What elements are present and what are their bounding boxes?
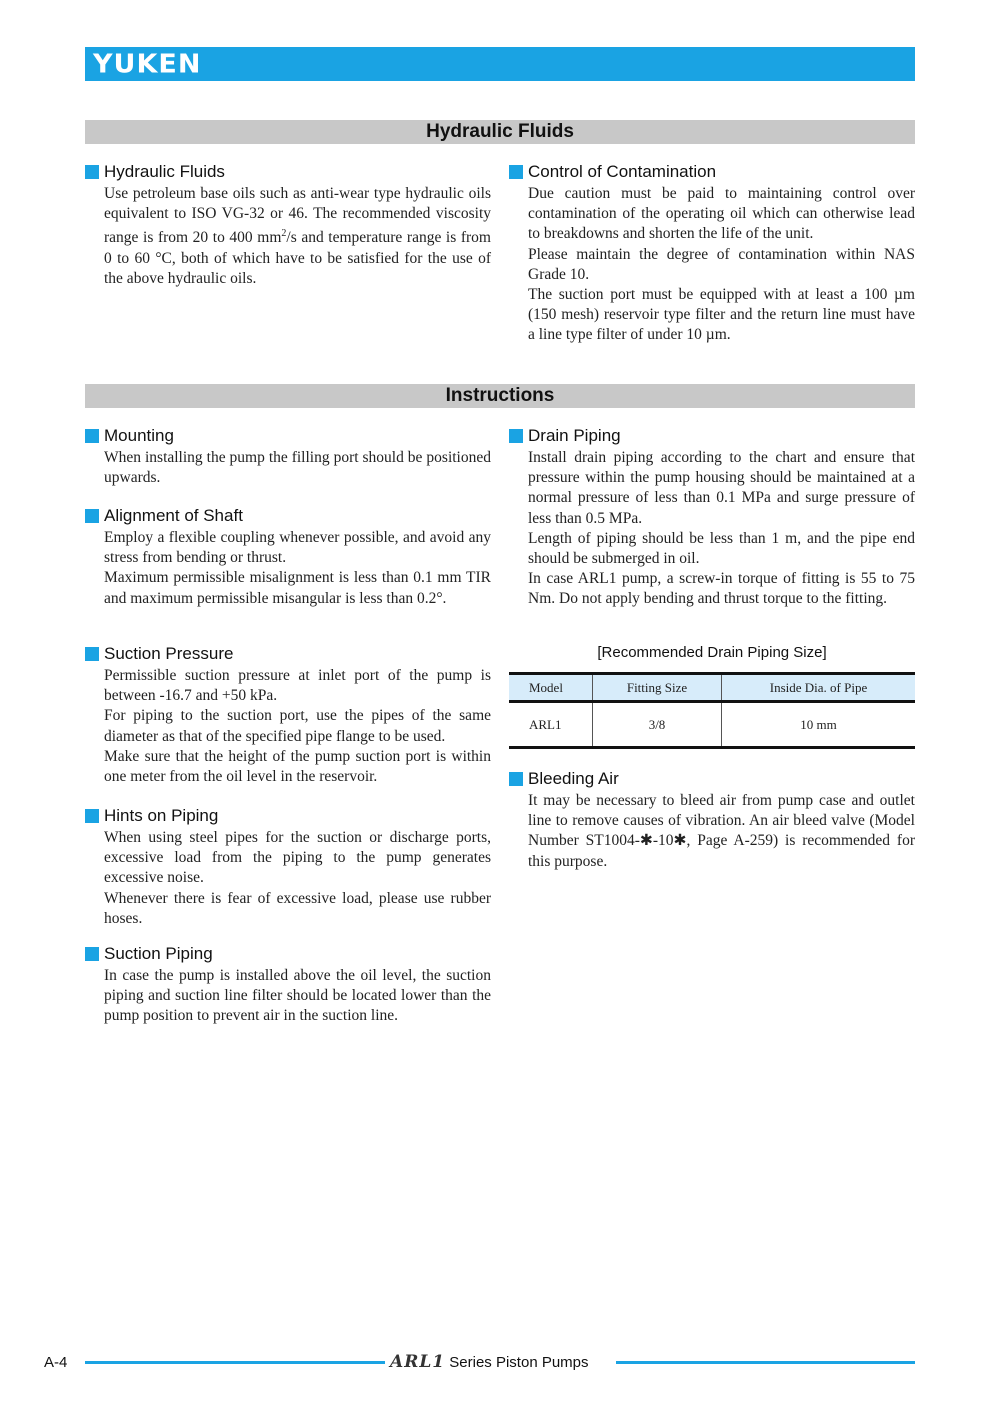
bullet-square-icon [85, 809, 99, 823]
heading-drain-piping: Drain Piping [509, 426, 915, 446]
table-header-model: Model [509, 674, 593, 702]
table-cell-inside-dia: 10 mm [722, 702, 916, 748]
bullet-square-icon [509, 165, 523, 179]
table-header-inside-dia: Inside Dia. of Pipe [722, 674, 916, 702]
bullet-square-icon [85, 165, 99, 179]
footer-line-left [85, 1361, 385, 1364]
header-bar [85, 47, 915, 81]
block-suction-pressure: Suction Pressure Permissible suction pressure at inlet port of the pump is between -16.7 and +50 kPa. For piping to the suction port, use the pipes of the same diameter as that of the specified pipe flange to be used. Make sure that the height of the pump suction port is within one meter from the oil level in the reservoir. [85, 644, 491, 787]
table-header-fitting-size: Fitting Size [593, 674, 722, 702]
page-number: A-4 [44, 1354, 68, 1371]
table-cell-fitting-size: 3/8 [593, 702, 722, 748]
block-suction-piping: Suction Piping In case the pump is installed above the oil level, the suction piping and suction line filter should be located lower than the pump position to prevent air in the suction line. [85, 944, 491, 1027]
column-right-instructions [509, 426, 915, 886]
heading-alignment-of-shaft: Alignment of Shaft [85, 506, 491, 526]
block-mounting: Mounting When installing the pump the filling port should be positioned upwards. [85, 426, 491, 488]
yuken-logo: YUKEN [93, 49, 202, 80]
block-bleeding-air: Bleeding Air It may be necessary to bleed air from pump case and outlet line to remove causes of vibration. An air bleed valve (Model Number ST1004-✱-10✱, Page A-259) is recommended for this purpose. [509, 769, 915, 872]
heading-bleeding-air: Bleeding Air [509, 769, 915, 789]
drain-piping-table [509, 672, 915, 749]
footer-line-right [616, 1361, 915, 1364]
section-title-instructions: Instructions [85, 384, 915, 408]
table-cell-model: ARL1 [509, 702, 593, 748]
footer-series-title: ARL1 Series Piston Pumps [390, 1352, 589, 1372]
heading-hydraulic-fluids: Hydraulic Fluids [85, 162, 491, 182]
bullet-square-icon [85, 947, 99, 961]
heading-control-of-contamination: Control of Contamination [509, 162, 915, 182]
column-left-instructions [85, 426, 491, 1066]
bullet-square-icon [509, 772, 523, 786]
bullet-square-icon [85, 647, 99, 661]
heading-suction-pressure: Suction Pressure [85, 644, 491, 664]
column-right-contamination [509, 162, 915, 346]
table-caption: [Recommended Drain Piping Size] [597, 644, 827, 661]
heading-mounting: Mounting [85, 426, 491, 446]
section-title-hydraulic-fluids: Hydraulic Fluids [85, 120, 915, 144]
column-left-fluids [85, 162, 491, 289]
paragraph-hydraulic-fluids: Use petroleum base oils such as anti-wear type hydraulic oils equivalent to ISO VG-32 or 46. The recommended viscosity range is from 20 to 400 $mm^2/s$ and temperature range is from 0 to 60 °C, both of which have to be satisfied for the use of the above hydraulic oils. [104, 185, 491, 287]
block-drain-piping: Drain Piping Install drain piping according to the chart and ensure that pressure within the pump housing should be maintained at a normal pressure of less than 0.1 MPa and surge pressure of less than 0.5 MPa. Length of piping should be less than 1 m, and the pipe end should be submerged in oil. In case ARL1 pump, a screw-in torque of fitting is 55 to 75 Nm. Do not apply bending and thrust torque to the fitting. [509, 426, 915, 610]
heading-suction-piping: Suction Piping [85, 944, 491, 964]
table-row [509, 702, 915, 748]
bullet-square-icon [85, 509, 99, 523]
block-alignment-of-shaft: Alignment of Shaft Employ a flexible coupling whenever possible, and avoid any stress from bending or thrust. Maximum permissible misalignment is less than 0.1 mm TIR and maximum permissible misangular is less than 0.2°. [85, 506, 491, 609]
arl1-brand-logo: ARL1 [390, 1352, 446, 1372]
heading-hints-on-piping: Hints on Piping [85, 806, 491, 826]
bullet-square-icon [509, 429, 523, 443]
block-hints-on-piping: Hints on Piping When using steel pipes for the suction or discharge ports, excessive load from the piping to the pump generates excessive noise. Whenever there is fear of excessive load, please use rubber hoses. [85, 806, 491, 929]
bullet-square-icon [85, 429, 99, 443]
paragraph-contamination: Due caution must be paid to maintaining control over contamination of the operating oil which can otherwise lead to breakdowns and shorten the life of the unit. Please maintain the degree of contamination within NAS Grade 10. The suction port must be equipped with at least a 100 µm (150 mesh) reservoir type filter and the return line must have a line type filter of under 10 µm. [528, 185, 915, 344]
